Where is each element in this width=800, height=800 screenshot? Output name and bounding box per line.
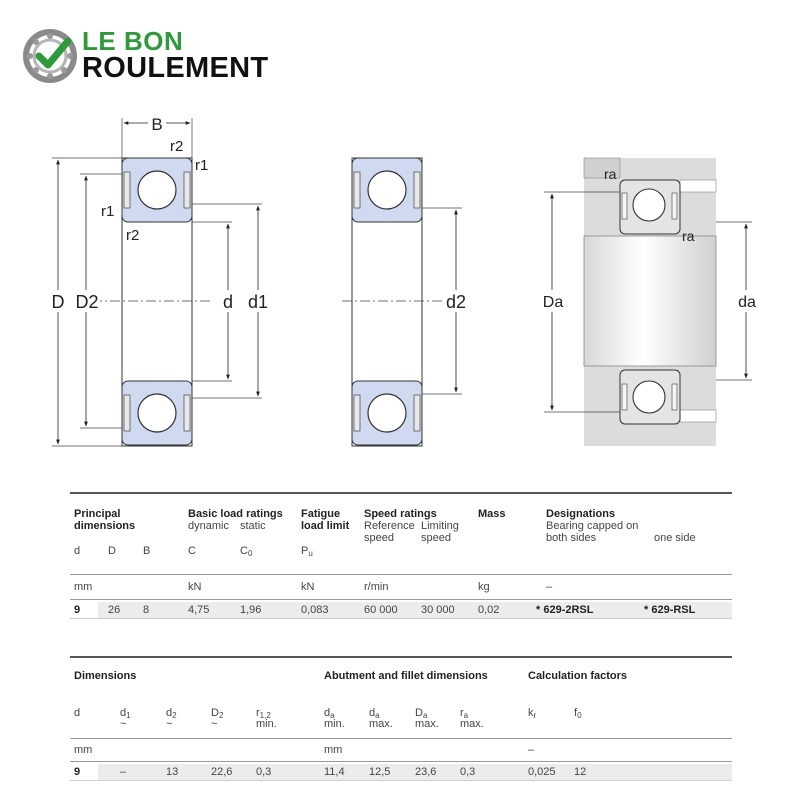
symbol-B: B	[143, 545, 151, 557]
dim-label-ra-top: ra	[604, 166, 617, 182]
col-header-abutment: Abutment and fillet dimensions	[324, 670, 488, 682]
symbol-d: d	[74, 707, 81, 719]
col-subheader-limiting-speed: speed	[421, 532, 451, 544]
cell-ref-speed: 60 000	[364, 604, 398, 616]
abutment-drawing	[541, 158, 759, 446]
unit-mm: mm	[74, 581, 93, 593]
col-subheader-limiting: Limiting	[421, 520, 459, 532]
symbol-D2: $D_2$	[211, 707, 224, 720]
col-header-principal: Principal	[74, 508, 121, 520]
unit-calc: –	[528, 744, 535, 756]
bearing-side-drawing	[342, 158, 468, 446]
dim-label-Da: Da	[542, 294, 564, 311]
symbol-C0: $C_0$	[240, 545, 253, 558]
col-header-speed: Speed ratings	[364, 508, 437, 520]
col-subheader-capped: Bearing capped on	[546, 520, 639, 532]
cell-C: 4,75	[188, 604, 210, 616]
cell-C0: 1,96	[240, 604, 262, 616]
col-header-designations: Designations	[546, 508, 616, 520]
unit-kg: kg	[478, 581, 490, 593]
dim-label-d: d	[222, 292, 234, 312]
col-header-basic-load: Basic load ratings	[188, 508, 283, 520]
cell-da-min: 11,4	[324, 766, 345, 778]
cell-D: 26	[108, 604, 121, 616]
dim-label-da: da	[738, 294, 756, 311]
symbol-ra-max-label: max.	[460, 718, 484, 730]
cell-kr: 0,025	[528, 766, 556, 778]
symbol-da-min-label: min.	[324, 718, 345, 730]
col-subheader-static: static	[240, 520, 266, 532]
symbol-D2-approx: ~	[211, 718, 218, 730]
brand-name-line2: ROULEMENT	[82, 52, 269, 84]
symbol-d1-approx: ~	[120, 718, 127, 730]
cell-Pu: 0,083	[301, 604, 329, 616]
col-header-fatigue: Fatigue	[301, 508, 341, 520]
symbol-d1: $d_1$	[120, 707, 131, 720]
col-subheader-both-sides: both sides	[546, 532, 597, 544]
cell-f0: 12	[574, 766, 587, 778]
bearing-drawings	[0, 95, 800, 465]
symbol-d2-approx: ~	[166, 718, 173, 730]
unit-kn-load: kN	[188, 581, 202, 593]
symbol-Da-max: $D_a$	[415, 707, 428, 720]
cell-lim-speed: 30 000	[421, 604, 455, 616]
cell-d1: –	[120, 766, 127, 778]
symbol-f0: $f_0$	[574, 707, 582, 720]
dim-label-r2-top: r2	[170, 138, 184, 155]
symbol-da-max: $d_a$	[369, 707, 380, 720]
cell-designation-one: * 629-RSL	[644, 604, 696, 616]
spec-table-main	[70, 490, 732, 620]
col-header-calc: Calculation factors	[528, 670, 628, 682]
symbol-kr: $k_r$	[528, 707, 537, 720]
symbol-Da-max-label: max.	[415, 718, 439, 730]
brand-logo	[22, 26, 302, 86]
brand-name-line1: LE BON	[82, 26, 184, 56]
cell-d: 9	[74, 604, 81, 616]
symbol-Pu: $P_u$	[301, 545, 313, 558]
col-subheader-one-side: one side	[654, 532, 696, 544]
dim-label-D2: D2	[75, 292, 99, 312]
symbol-ra-max: $r_a$	[460, 707, 469, 720]
dim-label-B: B	[151, 115, 163, 134]
col-subheader-dynamic: dynamic	[188, 520, 229, 532]
col-header-mass: Mass	[478, 508, 506, 520]
cell-Da-max: 23,6	[415, 766, 437, 778]
dim-label-r2-left: r2	[126, 227, 140, 244]
col-header-dimensions: Dimensions	[74, 670, 137, 682]
spec-table-dimensions	[70, 654, 732, 784]
cell-mass: 0,02	[478, 604, 500, 616]
symbol-r12: $r_{1,2}$	[256, 707, 271, 720]
unit-kn-fatigue: kN	[301, 581, 315, 593]
symbol-d: d	[74, 545, 81, 557]
bearing-section-drawing	[49, 112, 270, 446]
col-header-fatigue-2: load limit	[301, 520, 350, 532]
bearing-check-icon	[22, 28, 78, 84]
dim-label-r1-top: r1	[195, 157, 209, 174]
cell-da-max: 12,5	[369, 766, 391, 778]
cell-D2: 22,6	[211, 766, 233, 778]
dim-label-r1-left: r1	[101, 203, 115, 220]
unit-rpm: r/min	[364, 581, 389, 593]
dim-label-D: D	[51, 292, 65, 312]
dim-label-d1: d1	[247, 292, 269, 312]
cell-d: 9	[74, 766, 81, 778]
cell-r12: 0,3	[256, 766, 272, 778]
dim-label-d2: d2	[445, 292, 467, 312]
dim-label-ra-right: ra	[682, 228, 695, 244]
symbol-C: C	[188, 545, 196, 557]
unit-designation: –	[546, 581, 553, 593]
cell-ra-max: 0,3	[460, 766, 476, 778]
cell-d2: 13	[166, 766, 179, 778]
symbol-da-max-label: max.	[369, 718, 393, 730]
cell-B: 8	[143, 604, 150, 616]
col-subheader-reference: Reference	[364, 520, 415, 532]
symbol-r12-min: min.	[256, 718, 277, 730]
col-subheader-reference-speed: speed	[364, 532, 394, 544]
symbol-d2: $d_2$	[166, 707, 177, 720]
unit-mm-abutment: mm	[324, 744, 343, 756]
col-header-principal-2: dimensions	[74, 520, 136, 532]
unit-mm-dimensions: mm	[74, 744, 93, 756]
symbol-D: D	[108, 545, 116, 557]
symbol-da-min: $d_a$	[324, 707, 335, 720]
cell-designation-both: * 629-2RSL	[536, 604, 594, 616]
